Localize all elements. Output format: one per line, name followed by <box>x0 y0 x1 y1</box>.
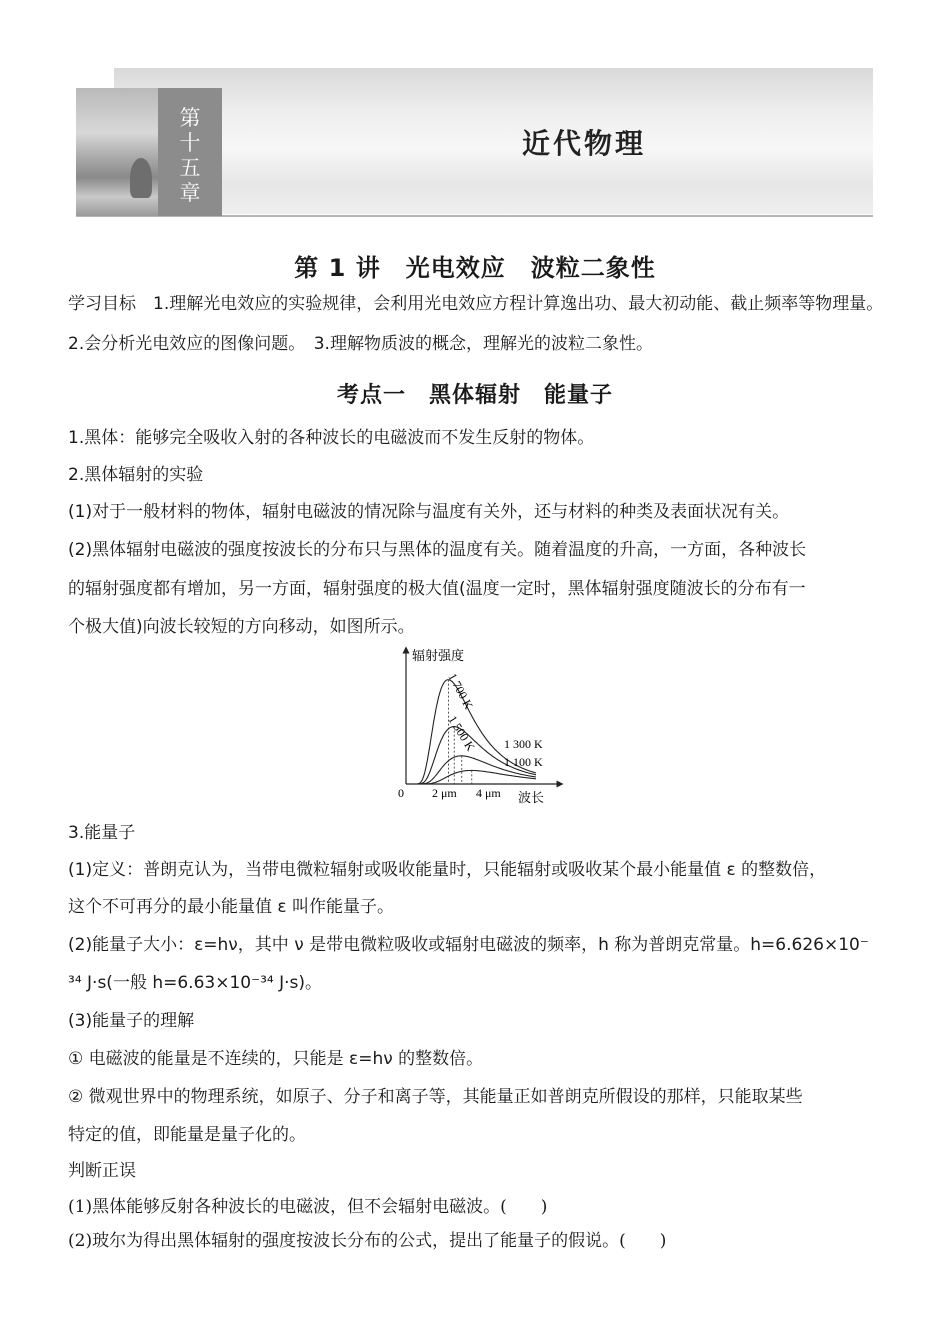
experiment-point-2-line-1: (2)黑体辐射电磁波的强度按波长的分布只与黑体的温度有关。随着温度的升高，一方面，各种波长 <box>68 540 807 560</box>
understanding-point-2-line-2: 特定的值，即能量是量子化的。 <box>68 1125 306 1145</box>
chapter-label <box>158 88 222 216</box>
lecture-title: 第 1 讲 光电效应 波粒二象性 <box>294 254 656 282</box>
x-axis-label: 波长 <box>518 790 545 805</box>
chapter-char: 十 <box>179 131 201 155</box>
learning-goals: 学习目标 1.理解光电效应的实验规律，会利用光电效应方程计算逸出功、最大初动能、截止频率等物理量。 2.会分析光电效应的图像问题。 3.理解物质波的概念，理解光的波粒二象性。 <box>68 294 892 354</box>
series-label-1100: 1 100 K <box>504 755 543 769</box>
blackbody-chart <box>392 646 564 810</box>
experiment-point-1: (1)对于一般材料的物体，辐射电磁波的情况除与温度有关外，还与材料的种类及表面状况有关。 <box>68 502 790 522</box>
banner-background <box>114 68 873 214</box>
x-tick-label: 2 μm <box>432 786 457 800</box>
chapter-char: 五 <box>179 156 201 180</box>
coast-photo <box>76 88 158 216</box>
part-title: 近代物理 <box>522 127 647 160</box>
y-axis-label: 辐射强度 <box>412 648 465 663</box>
quantum-definition-line-2: 这个不可再分的最小能量值 ε 叫作能量子。 <box>68 897 394 917</box>
experiment-point-2-line-2: 的辐射强度都有增加，另一方面，辐射强度的极大值(温度一定时，黑体辐射强度随波长的分布有一 <box>68 579 806 599</box>
understanding-point-2-line-1: ② 微观世界中的物理系统，如原子、分子和离子等，其能量正如普朗克所假设的那样，只能取某些 <box>68 1087 803 1107</box>
quantum-size-line-1: (2)能量子大小：ε=hν，其中 ν 是带电微粒吸收或辐射电磁波的频率，h 称为普朗克常量。h=6.626×10⁻ <box>68 935 869 955</box>
understanding-heading: (3)能量子的理解 <box>68 1011 195 1031</box>
quantum-definition-line-1: (1)定义：普朗克认为，当带电微粒辐射或吸收能量时，只能辐射或吸收某个最小能量值 ε 的整数倍， <box>68 860 827 880</box>
judge-question-1: (1)黑体能够反射各种波长的电磁波，但不会辐射电磁波。( ) <box>68 1197 548 1217</box>
quantum-size-line-2: ³⁴ J·s(一般 h=6.63×10⁻³⁴ J·s)。 <box>68 973 323 993</box>
tree-shape <box>130 158 152 198</box>
judge-heading: 判断正误 <box>68 1161 136 1181</box>
quantum-heading: 3.能量子 <box>68 823 136 843</box>
section-title: 考点一 黑体辐射 能量子 <box>336 383 613 408</box>
experiment-point-2-line-3: 个极大值)向波长较短的方向移动，如图所示。 <box>68 617 415 637</box>
curve-1100K <box>417 770 536 784</box>
chapter-banner <box>76 68 873 218</box>
series-label-1300: 1 300 K <box>504 737 543 751</box>
judge-question-2: (2)玻尔为得出黑体辐射的强度按波长分布的公式，提出了能量子的假说。( ) <box>68 1231 667 1251</box>
chapter-char: 第 <box>179 106 201 130</box>
understanding-point-1: ① 电磁波的能量是不连续的，只能是 ε=hν 的整数倍。 <box>68 1049 484 1069</box>
chapter-char: 章 <box>179 181 201 205</box>
x-tick-label: 4 μm <box>476 786 501 800</box>
blackbody-definition: 1.黑体：能够完全吸收入射的各种波长的电磁波而不发生反射的物体。 <box>68 428 595 448</box>
series-label-1500: 1 500 K <box>445 713 478 754</box>
series-label-1700: 1 700 K <box>445 670 476 712</box>
origin-label: 0 <box>398 786 404 800</box>
experiment-heading: 2.黑体辐射的实验 <box>68 465 204 485</box>
